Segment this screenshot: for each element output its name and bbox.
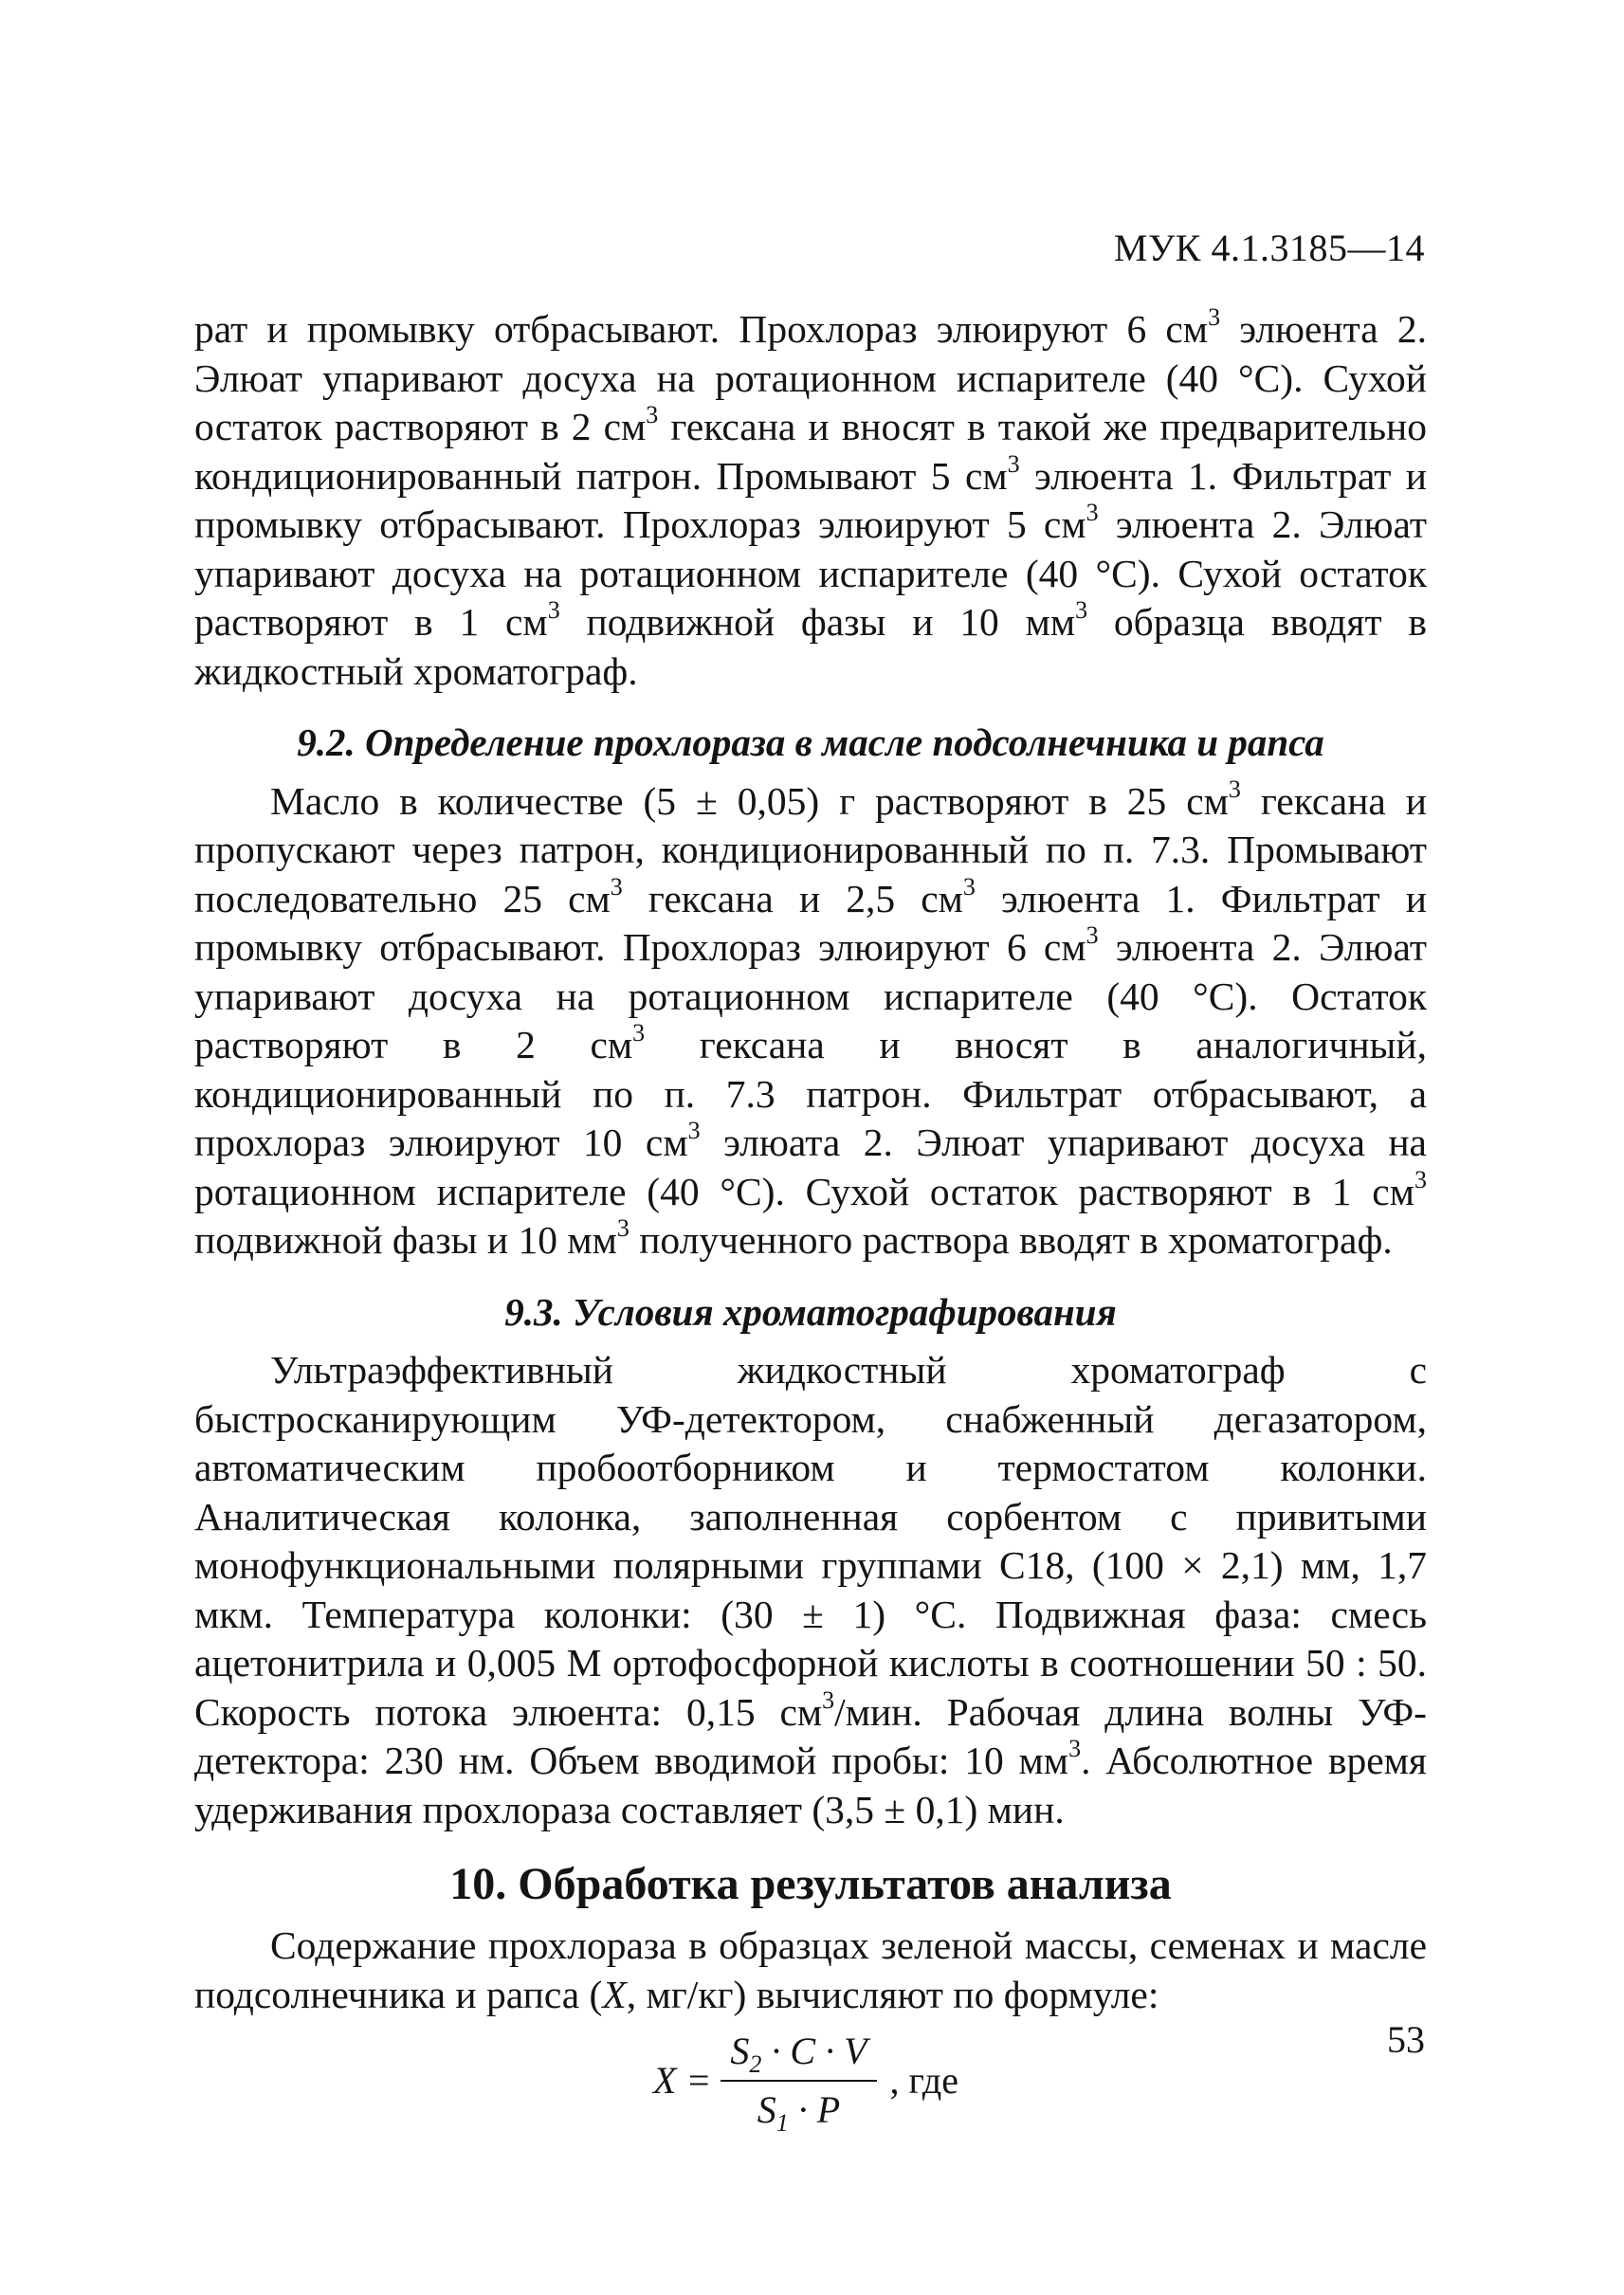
superscript: 3 — [1228, 774, 1241, 803]
formula-den-rest: · P — [788, 2087, 841, 2131]
section-heading-9-2: 9.2. Определение прохлораза в масле подсолнечника и рапса — [297, 720, 1324, 764]
superscript: 3 — [632, 1019, 646, 1047]
formula — [194, 2027, 1427, 2137]
text-run: , мг/кг) вычисляют по формуле: — [626, 1972, 1159, 2016]
paragraph-continuation — [194, 305, 1427, 696]
text-run: элюента 1. Фильтрат и промывку отбрасывают. Прохлораз элюируют 5 см — [194, 453, 1427, 546]
superscript: 3 — [547, 596, 560, 624]
formula-lhs: X = — [652, 2058, 712, 2102]
superscript: 3 — [1068, 1735, 1082, 1762]
text-run: рат и промывку отбрасывают. Прохлораз элюируют 6 см — [194, 307, 1209, 351]
superscript: 3 — [1208, 303, 1221, 331]
text-run: гексана и пропускают через патрон, кондиционированный по п. 7.3. Промывают последовательно 25 см — [194, 778, 1427, 920]
text-run: полученного раствора вводят в хроматограф. — [629, 1218, 1393, 1262]
superscript: 3 — [616, 1214, 630, 1242]
text-run: подвижной фазы и 10 мм — [559, 600, 1076, 644]
text-run: Содержание прохлораза в образцах зеленой массы, семенах и масле подсолнечника и рапса ( — [194, 1923, 1427, 2016]
text-run: гексана и 2,5 см — [622, 876, 963, 920]
text-run: элюента 2. Элюат упаривают досуха на ротационном испарителе (40 °С). Остаток растворяют в 2 см — [194, 925, 1427, 1066]
formula-fraction — [721, 2027, 876, 2137]
text-run: элюента 2. Элюат упаривают досуха на ротационном испарителе (40 °С). Сухой остаток растворяют в 2 см — [194, 307, 1428, 448]
paragraph-calculation-intro — [194, 1922, 1427, 2019]
superscript: 3 — [1086, 921, 1099, 949]
superscript: 3 — [1414, 1165, 1427, 1193]
text-run: элюента 2. Элюат упаривают досуха на ротационном испарителе (40 °С). Сухой остаток растворяют в 1 см — [194, 502, 1427, 644]
formula-num-rest: · C · V — [761, 2030, 867, 2072]
page-number: 53 — [1387, 2018, 1425, 2061]
section-heading-9-3: 9.3. Условия хроматографирования — [504, 1289, 1117, 1334]
page-content — [194, 303, 1428, 2137]
superscript: 3 — [962, 872, 976, 901]
text-run: Ультраэффективный жидкостный хроматограф с быстросканирующим УФ-детектором, снабженный дегазатором, автоматическим пробоотборником и термостатом колонки. Аналитическая колонка, заполненная сорбентом с привитыми монофункциональными полярными группами С18, (100 × 2,1) мм, 1,7 мкм. Температура колонки: (30 ± 1) °С. Подвижная фаза: смесь ацетонитрила и 0,005 М ортофосфорной кислоты в соотношении 50 : 50. Скорость потока элюента: 0,15 см — [194, 1348, 1427, 1734]
formula-den-s: S — [757, 2087, 776, 2131]
superscript: 3 — [646, 401, 659, 428]
formula-num-sub: 2 — [749, 2050, 762, 2078]
text-run: Масло в количестве (5 ± 0,05) г растворяют в 25 см — [270, 778, 1229, 823]
text-run: элюата 2. Элюат упаривают досуха на ротационном испарителе (40 °С). Сухой остаток растворяют в 1 см — [194, 1120, 1427, 1213]
text-run: гексана и вносят в аналогичный, кондиционированный по п. 7.3 патрон. Фильтрат отбрасывают, а прохлораз элюируют 10 см — [194, 1023, 1428, 1164]
formula-numerator — [721, 2027, 876, 2082]
formula-where: , где — [889, 2058, 959, 2102]
superscript: 3 — [1086, 499, 1099, 526]
text-run: подвижной фазы и 10 мм — [194, 1218, 617, 1262]
italic-symbol: X — [602, 1972, 627, 2016]
formula-num-s: S — [730, 2030, 750, 2072]
section-heading-10: 10. Обработка результатов анализа — [449, 1859, 1172, 1909]
text-run: гексана и вносят в такой же предварительно кондиционированный патрон. Промывают 5 см — [194, 405, 1428, 498]
document-code-header: МУК 4.1.3185—14 — [1113, 227, 1425, 269]
superscript: 3 — [610, 872, 623, 901]
superscript: 3 — [822, 1685, 835, 1714]
formula-denominator — [748, 2082, 849, 2135]
paragraph-oil-determination — [194, 774, 1428, 1266]
text-run: /мин. Рабочая длина волны УФ-детектора: 230 нм. Объем вводимой пробы: 10 мм — [194, 1689, 1427, 1782]
superscript: 3 — [1007, 449, 1020, 478]
formula-den-sub: 1 — [776, 2108, 789, 2137]
text-run: образца вводят в жидкостный хроматограф. — [194, 600, 1428, 693]
paragraph-chromatography-conditions — [194, 1346, 1427, 1834]
superscript: 3 — [687, 1117, 701, 1144]
text-run: элюента 1. Фильтрат и промывку отбрасывают. Прохлораз элюируют 6 см — [194, 876, 1427, 969]
text-run: . Абсолютное время удерживания прохлораза составляет (3,5 ± 0,1) мин. — [194, 1739, 1428, 1831]
superscript: 3 — [1075, 596, 1088, 624]
